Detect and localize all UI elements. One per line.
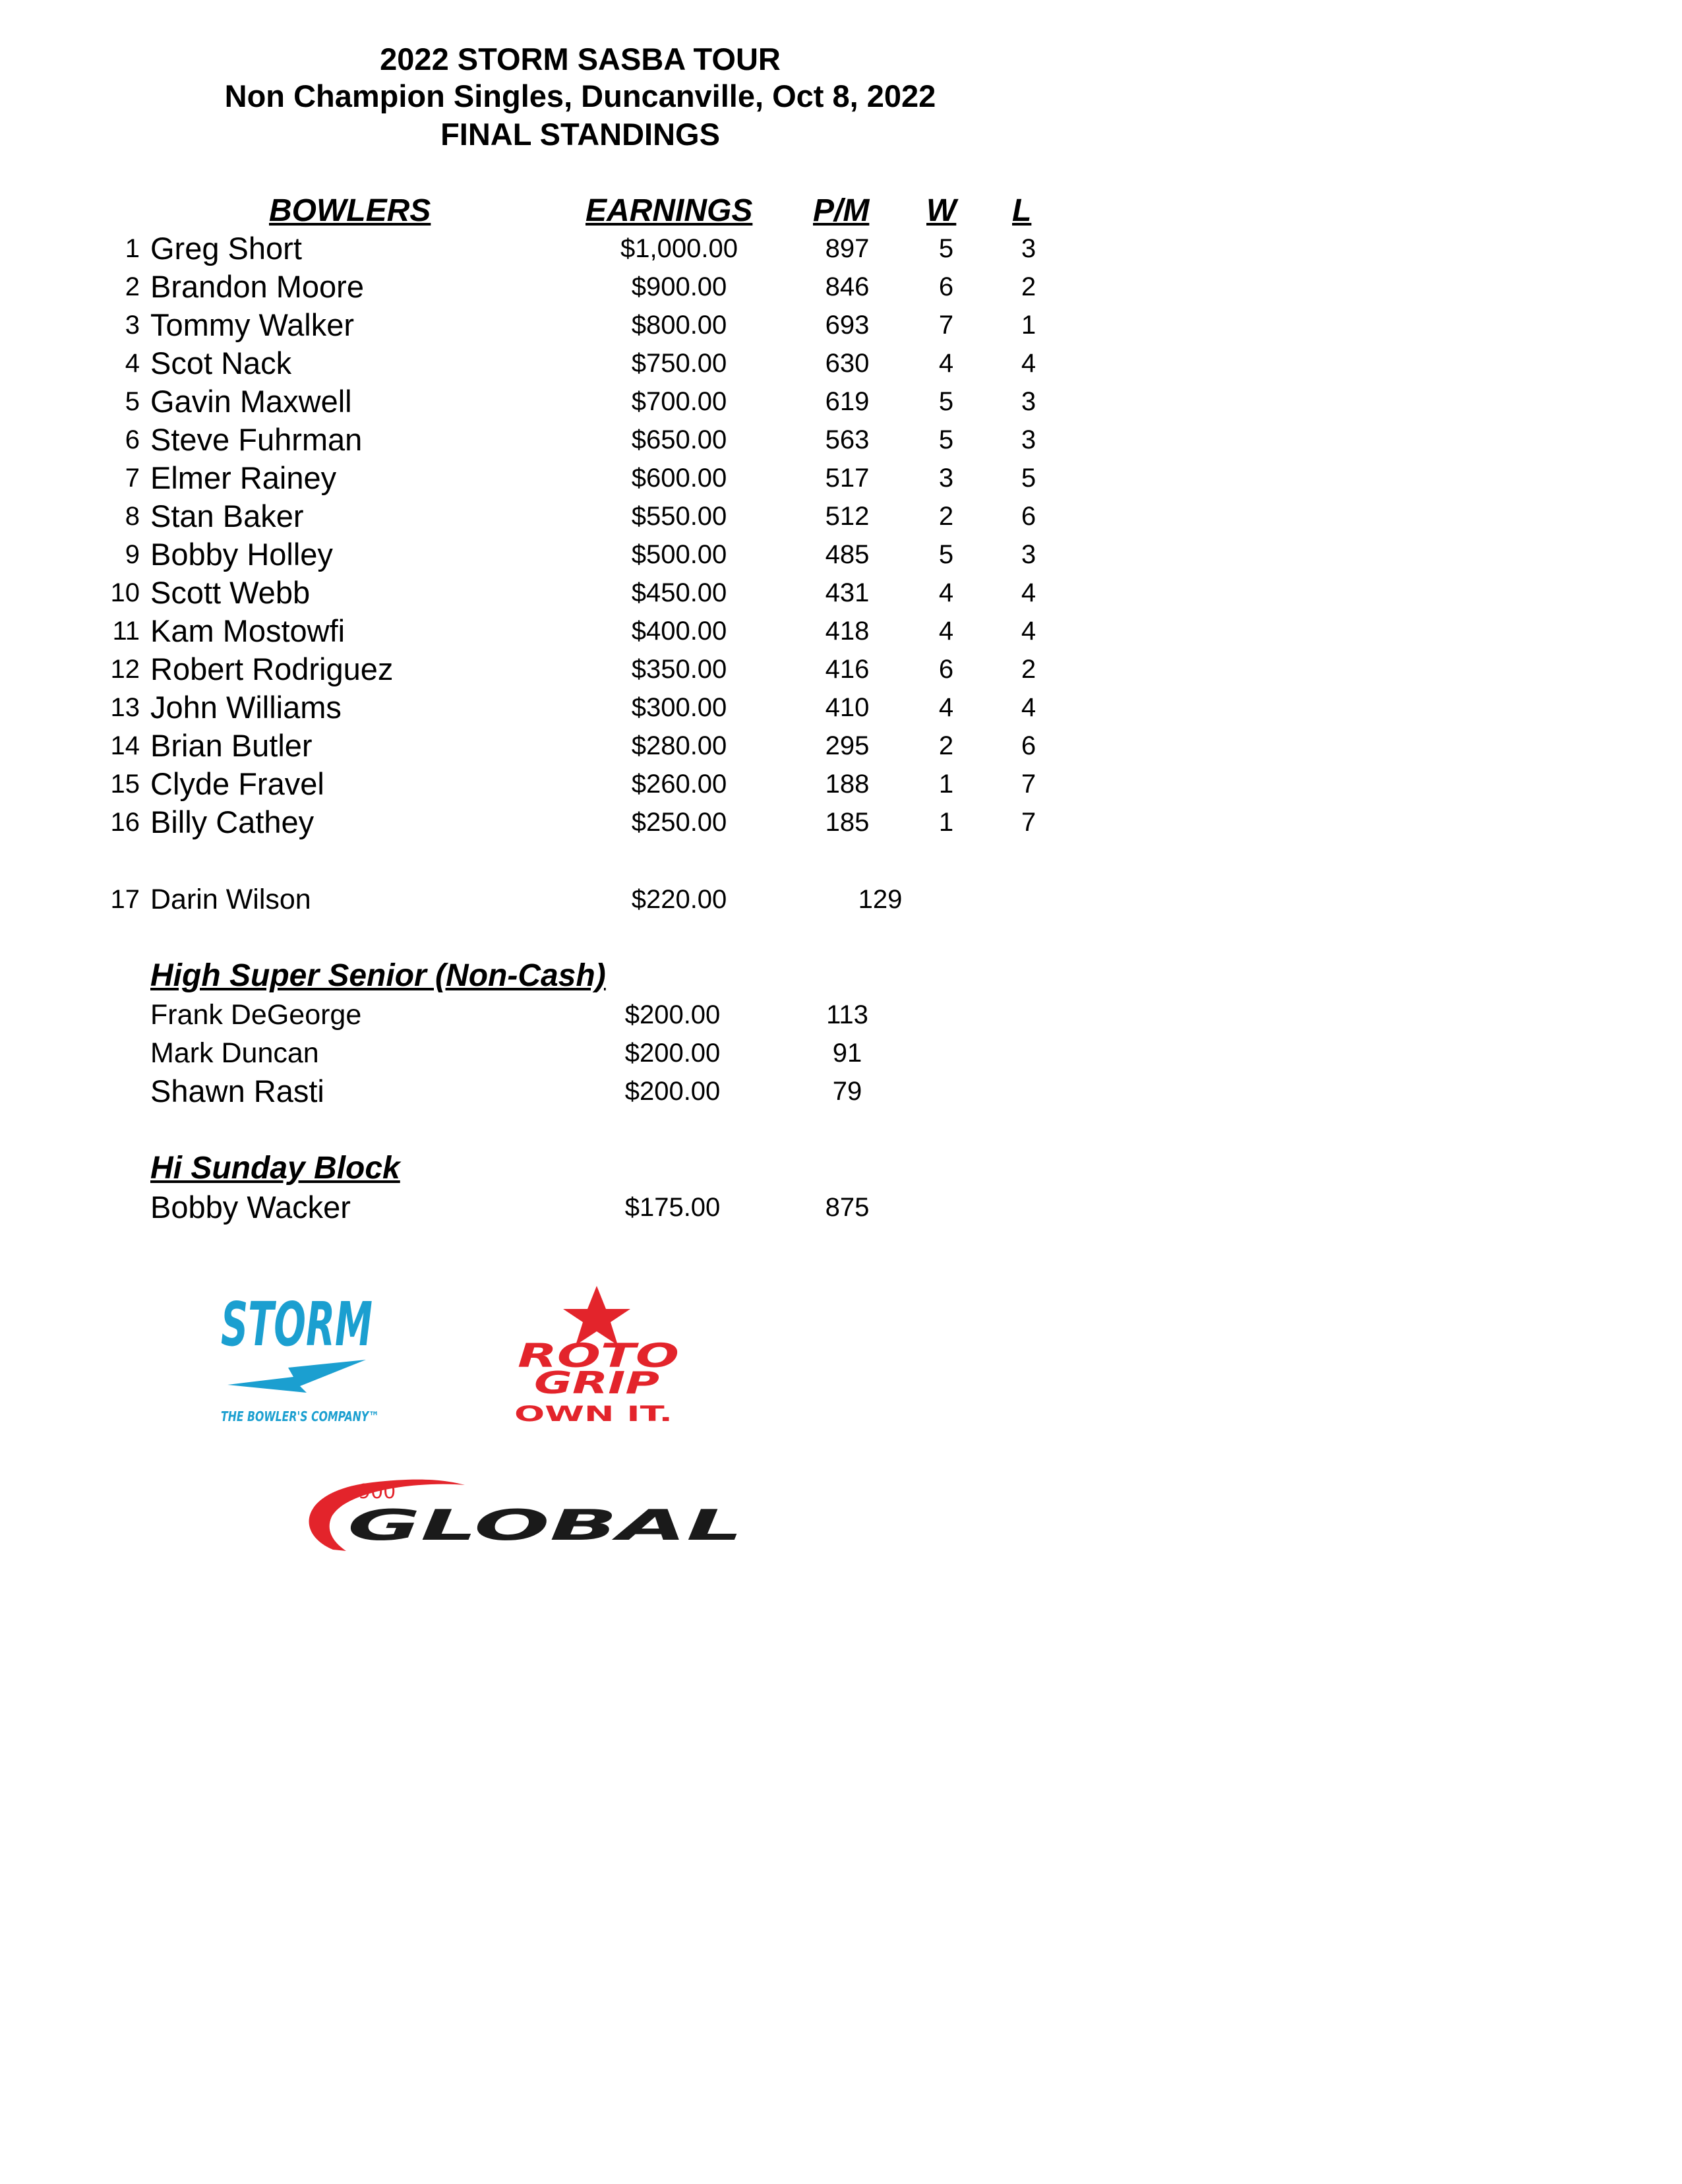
pins-over-minus: 79: [832, 1077, 862, 1106]
losses: 2: [1021, 272, 1036, 301]
earnings: $250.00: [631, 808, 727, 837]
earnings: $800.00: [631, 311, 727, 340]
earnings: $600.00: [631, 464, 727, 493]
wins: 2: [938, 731, 954, 760]
bowler-name: Clyde Fravel: [150, 766, 324, 801]
title-line-1: 2022 STORM SASBA TOUR: [380, 42, 781, 76]
list-item: [0, 1072, 1121, 1110]
earnings: $750.00: [631, 349, 727, 378]
earnings: $200.00: [624, 1077, 721, 1106]
rank: 3: [125, 311, 140, 340]
list-item: [0, 996, 1121, 1034]
pins-over-minus: 630: [825, 349, 870, 378]
global-number: 900: [358, 1480, 396, 1503]
pins-over-minus: 418: [825, 617, 870, 646]
rank: 14: [110, 731, 140, 760]
title-line-2: Non Champion Singles, Duncanville, Oct 8, 2022: [224, 78, 936, 113]
bowler-name: Steve Fuhrman: [150, 422, 363, 457]
earnings: $260.00: [631, 770, 727, 799]
rank: 16: [110, 808, 140, 837]
standings-row: [0, 497, 1121, 535]
bowler-name: Elmer Rainey: [150, 460, 337, 495]
bowler-name: Scott Webb: [150, 575, 311, 610]
pins-over-minus: 875: [825, 1193, 870, 1222]
losses: 5: [1021, 464, 1036, 493]
list-item: [0, 1034, 1121, 1072]
standings-row-extra: [0, 880, 1121, 919]
losses: 6: [1021, 731, 1036, 760]
roto-wordmark: ROTO: [518, 1337, 679, 1375]
bowler-name: Scot Nack: [150, 346, 292, 380]
standings-row: [0, 688, 1121, 727]
standings-row: [0, 229, 1121, 268]
losses: 7: [1021, 770, 1036, 799]
wins: 5: [938, 540, 954, 569]
rank: 10: [110, 578, 140, 607]
900-global-logo: [293, 1471, 755, 1556]
earnings: $400.00: [631, 617, 727, 646]
wins: 2: [938, 502, 954, 531]
wins: 4: [938, 349, 954, 378]
bowler-name: Greg Short: [150, 231, 302, 266]
standings-row: [0, 344, 1121, 382]
rank: 2: [125, 272, 140, 301]
title-line-3: FINAL STANDINGS: [440, 117, 720, 152]
wins: 1: [938, 808, 954, 837]
standings-row: [0, 612, 1121, 650]
losses: 2: [1021, 655, 1036, 684]
bowler-name: Bobby Holley: [150, 537, 333, 572]
bowler-name: Robert Rodriguez: [150, 652, 394, 686]
earnings: $550.00: [631, 502, 727, 531]
section-title-sunday-block: Hi Sunday Block: [150, 1151, 400, 1186]
standings-row: [0, 535, 1121, 574]
standings-row: [0, 803, 1121, 841]
bowler-name: Bobby Wacker: [150, 1190, 351, 1225]
pins-over-minus: 517: [825, 464, 870, 493]
earnings: $350.00: [631, 655, 727, 684]
wins: 4: [938, 578, 954, 607]
earnings: $175.00: [624, 1193, 721, 1222]
wins: 4: [938, 617, 954, 646]
bowler-name: Brandon Moore: [150, 269, 364, 304]
bowler-name: Brian Butler: [150, 728, 313, 763]
losses: 4: [1021, 349, 1036, 378]
losses: 4: [1021, 617, 1036, 646]
rank: 15: [110, 770, 140, 799]
pins-over-minus: 410: [825, 693, 870, 722]
bowler-name: Mark Duncan: [150, 1037, 319, 1069]
earnings: $200.00: [624, 1039, 721, 1068]
bowler-name: Gavin Maxwell: [150, 384, 352, 419]
rank: 6: [125, 425, 140, 454]
bowler-name: Frank DeGeorge: [150, 999, 362, 1031]
wins: 5: [938, 234, 954, 263]
losses: 4: [1021, 693, 1036, 722]
wins: 4: [938, 693, 954, 722]
rank: 11: [112, 617, 140, 646]
column-header-l: L: [1012, 193, 1032, 228]
pins-over-minus: 416: [825, 655, 870, 684]
rank: 5: [125, 387, 140, 416]
losses: 4: [1021, 578, 1036, 607]
rotogrip-tagline: OWN IT.: [514, 1401, 673, 1426]
rank: 13: [110, 693, 140, 722]
bowler-name: Billy Cathey: [150, 804, 315, 839]
pins-over-minus: 129: [858, 885, 903, 914]
losses: 7: [1021, 808, 1036, 837]
column-header-bowlers: BOWLERS: [269, 193, 431, 228]
bowler-name: Stan Baker: [150, 499, 304, 533]
bowler-name: Tommy Walker: [150, 307, 354, 342]
section-title-super-senior: High Super Senior (Non-Cash): [150, 958, 606, 993]
losses: 3: [1021, 540, 1036, 569]
grip-wordmark: GRIP: [534, 1365, 660, 1401]
wins: 3: [938, 464, 954, 493]
earnings: $200.00: [624, 1000, 721, 1029]
standings-row: [0, 459, 1121, 497]
losses: 3: [1021, 387, 1036, 416]
standings-row: [0, 765, 1121, 803]
rank: 8: [125, 502, 140, 531]
standings-row: [0, 650, 1121, 688]
standings-row: [0, 421, 1121, 459]
lightning-bolt-icon: [227, 1360, 366, 1393]
bowler-name: John Williams: [150, 690, 342, 725]
standings-row: [0, 382, 1121, 421]
pins-over-minus: 512: [825, 502, 870, 531]
pins-over-minus: 485: [825, 540, 870, 569]
pins-over-minus: 846: [825, 272, 870, 301]
storm-tagline: THE BOWLER'S COMPANY™: [221, 1409, 379, 1424]
losses: 3: [1021, 234, 1036, 263]
column-header-earnings: EARNINGS: [586, 193, 753, 228]
earnings: $700.00: [631, 387, 727, 416]
standings-row: [0, 727, 1121, 765]
pins-over-minus: 619: [825, 387, 870, 416]
rank: 7: [125, 464, 140, 493]
wins: 7: [938, 311, 954, 340]
pins-over-minus: 897: [825, 234, 870, 263]
wins: 5: [938, 387, 954, 416]
losses: 1: [1021, 311, 1036, 340]
pins-over-minus: 431: [825, 578, 870, 607]
bowler-name: Shawn Rasti: [150, 1074, 324, 1108]
column-header-pm: P/M: [813, 193, 870, 228]
storm-wordmark: STORM: [221, 1289, 373, 1360]
earnings: $450.00: [631, 578, 727, 607]
standings-row: [0, 306, 1121, 344]
wins: 6: [938, 655, 954, 684]
earnings: $1,000.00: [620, 234, 738, 263]
losses: 6: [1021, 502, 1036, 531]
pins-over-minus: 295: [825, 731, 870, 760]
global-wordmark: GLOBAL: [347, 1502, 743, 1550]
list-item: [0, 1188, 1121, 1227]
bowler-name: Kam Mostowfi: [150, 613, 345, 648]
standings-row: [0, 268, 1121, 306]
pins-over-minus: 91: [832, 1039, 862, 1068]
pins-over-minus: 563: [825, 425, 870, 454]
earnings: $300.00: [631, 693, 727, 722]
pins-over-minus: 693: [825, 311, 870, 340]
bowler-name: Darin Wilson: [150, 884, 311, 915]
rank: 9: [125, 540, 140, 569]
pins-over-minus: 185: [825, 808, 870, 837]
wins: 6: [938, 272, 954, 301]
rank: 4: [125, 349, 140, 378]
wins: 1: [938, 770, 954, 799]
earnings: $280.00: [631, 731, 727, 760]
standings-row: [0, 574, 1121, 612]
storm-logo: [214, 1279, 386, 1431]
losses: 3: [1021, 425, 1036, 454]
pins-over-minus: 113: [826, 1000, 868, 1029]
earnings: $500.00: [631, 540, 727, 569]
earnings: $900.00: [631, 272, 727, 301]
earnings: $650.00: [631, 425, 727, 454]
column-header-w: W: [926, 193, 957, 228]
rank: 12: [110, 655, 140, 684]
wins: 5: [938, 425, 954, 454]
rotogrip-logo: [508, 1283, 686, 1434]
pins-over-minus: 188: [825, 770, 870, 799]
earnings: $220.00: [631, 885, 727, 914]
rank: 17: [110, 885, 140, 914]
rank: 1: [125, 234, 140, 263]
